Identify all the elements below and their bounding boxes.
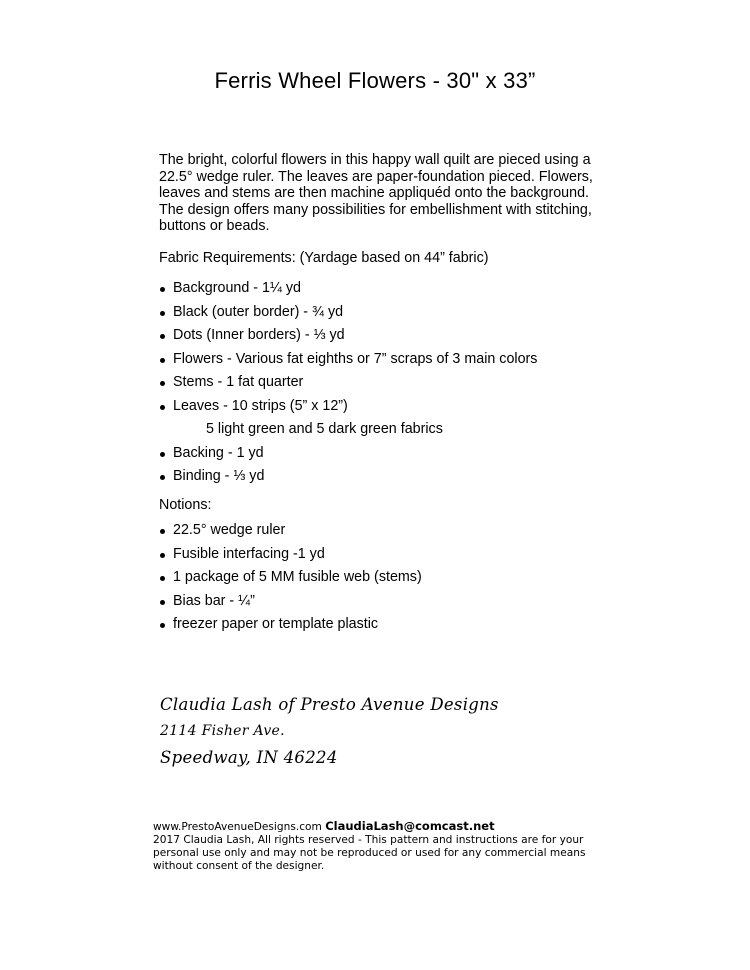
list-item: 22.5° wedge ruler	[159, 520, 422, 544]
list-item: Binding - ⅓ yd	[159, 466, 537, 490]
list-item: Black (outer border) - ¾ yd	[159, 302, 537, 326]
page-title: Ferris Wheel Flowers - 30" x 33”	[214, 68, 536, 93]
designer-street: 2114 Fisher Ave.	[160, 723, 285, 739]
email-link[interactable]: ClaudiaLash@comcast.net	[325, 819, 495, 833]
website-link[interactable]: www.PrestoAvenueDesigns.com	[153, 821, 322, 833]
list-item: Stems - 1 fat quarter	[159, 372, 537, 396]
list-item: Flowers - Various fat eighths or 7” scraps of 3 main colors	[159, 349, 537, 373]
list-item: Backing - 1 yd	[159, 443, 537, 467]
list-item: Leaves - 10 strips (5” x 12”)	[159, 396, 537, 420]
list-item: Bias bar - ¼”	[159, 591, 422, 615]
footer	[153, 820, 623, 873]
intro-paragraph: The bright, colorful flowers in this happy wall quilt are pieced using a 22.5° wedge ruler. The leaves are paper-foundation pieced. Flowers, leaves and stems are then machine appliquéd onto the background. The design offers many possibilities for embellishment with stitching, buttons or beads.	[159, 152, 593, 234]
designer-signature	[160, 695, 499, 776]
list-item: Dots (Inner borders) - ⅓ yd	[159, 325, 537, 349]
footer-contact	[153, 820, 623, 834]
copyright-notice: 2017 Claudia Lash, All rights reserved - This pattern and instructions are for your personal use only and may not be reproduced or used for any commercial means without consent of the designer.	[153, 834, 586, 872]
list-item: Background - 1¼ yd	[159, 278, 537, 302]
fabric-requirements-heading: Fabric Requirements: (Yardage based on 44” fabric)	[159, 250, 489, 266]
list-subitem: 5 light green and 5 dark green fabrics	[206, 421, 443, 437]
list-item: freezer paper or template plastic	[159, 614, 422, 638]
list-item: Fusible interfacing -1 yd	[159, 544, 422, 568]
designer-city: Speedway, IN 46224	[160, 748, 338, 767]
fabric-requirements-list	[159, 278, 537, 490]
designer-name: Claudia Lash of Presto Avenue Designs	[160, 695, 499, 714]
list-item: 1 package of 5 MM fusible web (stems)	[159, 567, 422, 591]
notions-list	[159, 520, 422, 638]
notions-heading: Notions:	[159, 497, 212, 513]
